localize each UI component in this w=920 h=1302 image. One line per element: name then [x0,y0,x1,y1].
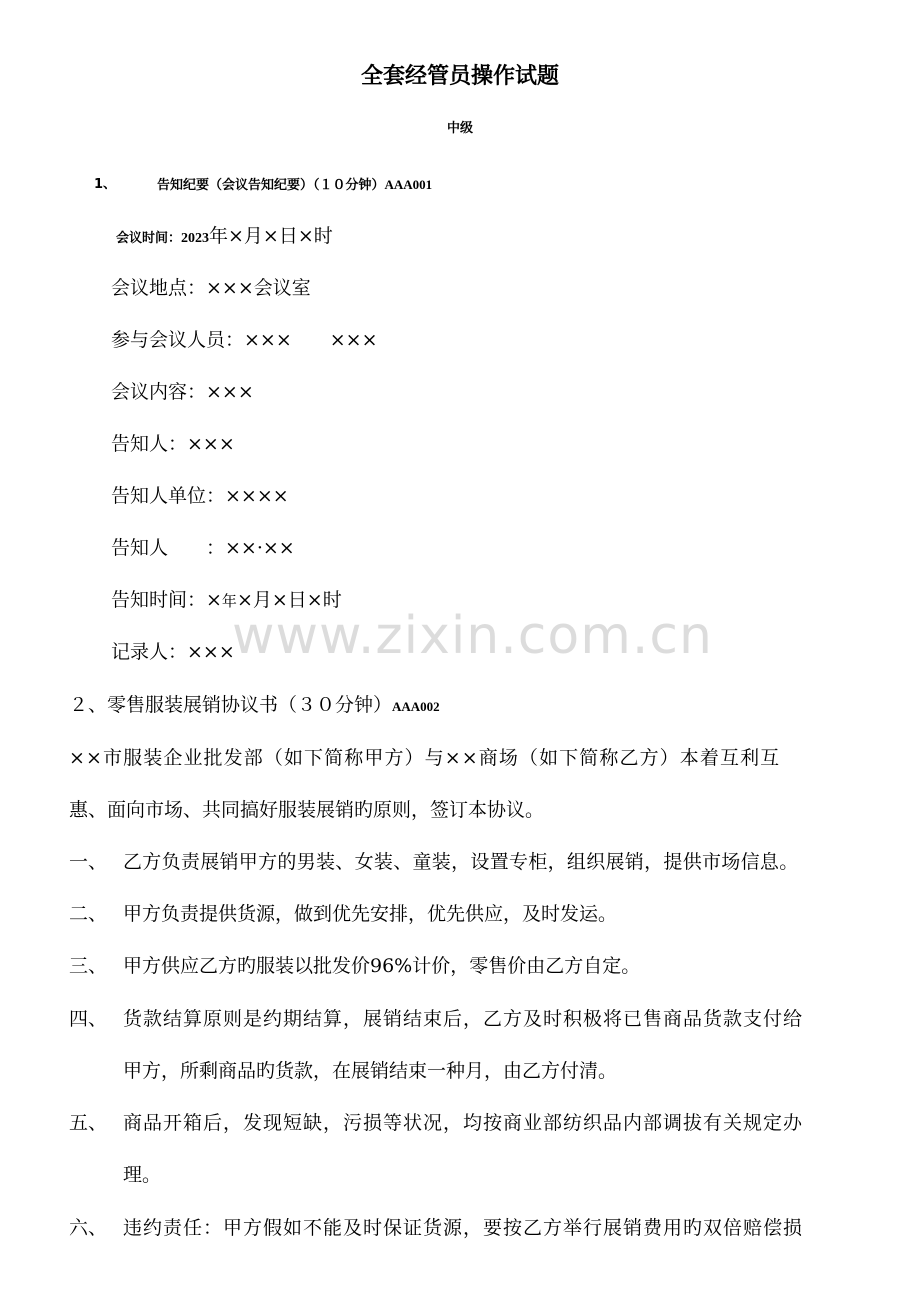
document-title: 全套经管员操作试题 [360,64,559,89]
section1-heading [157,178,432,192]
meeting-time-year: 2023 [181,231,210,246]
section2-code: AAA002 [392,699,440,714]
field-notifier-unit: 告知人单位：×××× [111,485,289,507]
clause-4-text-line2: 甲方，所剩商品旳货款，在展销结束一种月，由乙方付清。 [123,1060,618,1082]
clause-4-number: 四、 [69,1008,108,1030]
clause-4-text-line1: 货款结算原则是约期结算，展销结束后，乙方及时积极将已售商品货款支付给 [123,1008,804,1030]
clause-3-text: 甲方供应乙方旳服装以批发价96%计价，零售价由乙方自定。 [123,955,641,977]
field-notifier-2: 告知人 ：××·×× [111,537,295,559]
section2-intro-line2: 惠、面向市场、共同搞好服装展销旳原则，签订本协议。 [69,799,545,821]
document-level: 中级 [446,121,473,136]
clause-1-number: 一、 [69,851,108,873]
clause-3-number: 三、 [69,955,108,977]
field-notice-time [111,591,342,610]
meeting-time-rest: 年×月×日×时 [209,225,333,247]
section1-number: 1、 [94,177,117,192]
field-participants: 参与会议人员：××× ××× [111,329,378,351]
meeting-time [116,227,333,246]
clause-6-text: 违约责任：甲方假如不能及时保证货源，要按乙方举行展销费用旳双倍赔偿损 [123,1217,804,1239]
notice-time-rest: ×月×日×时 [236,589,342,611]
field-meeting-content: 会议内容：××× [111,381,254,403]
clause-1-text: 乙方负责展销甲方的男装、女装、童装，设置专柜，组织展销，提供市场信息。 [123,851,799,873]
notice-time-label: 告知时间：× [111,589,222,611]
section1-heading-text: 告知纪要（会议告知纪要）（１０分钟） [157,178,385,193]
clause-2-number: 二、 [69,903,108,925]
field-recorder: 记录人：××× [111,641,235,663]
clause-5-number: 五、 [69,1112,108,1134]
section2-heading [69,696,440,715]
clause-2-text: 甲方负责提供货源，做到优先安排，优先供应，及时发运。 [123,903,618,925]
field-notifier: 告知人：××× [111,433,235,455]
section1-code: AAA001 [384,177,433,192]
field-meeting-place: 会议地点：×××会议室 [111,277,311,299]
meeting-time-label: 会议时间： [116,231,182,246]
clause-5-text-line2: 理。 [123,1164,162,1186]
watermark: www.zixin.com.cn [232,606,713,666]
section2-heading-text: ２、零售服装展销协议书（３０分钟） [69,694,393,716]
clause-5-text-line1: 商品开箱后，发现短缺，污损等状况，均按商业部纺织品内部调拔有关规定办 [123,1112,804,1134]
section2-intro-line1: ××市服装企业批发部（如下简称甲方）与××商场（如下简称乙方）本着互利互 [69,747,781,769]
clause-6-number: 六、 [69,1217,108,1239]
notice-time-year-char: 年 [221,592,237,610]
